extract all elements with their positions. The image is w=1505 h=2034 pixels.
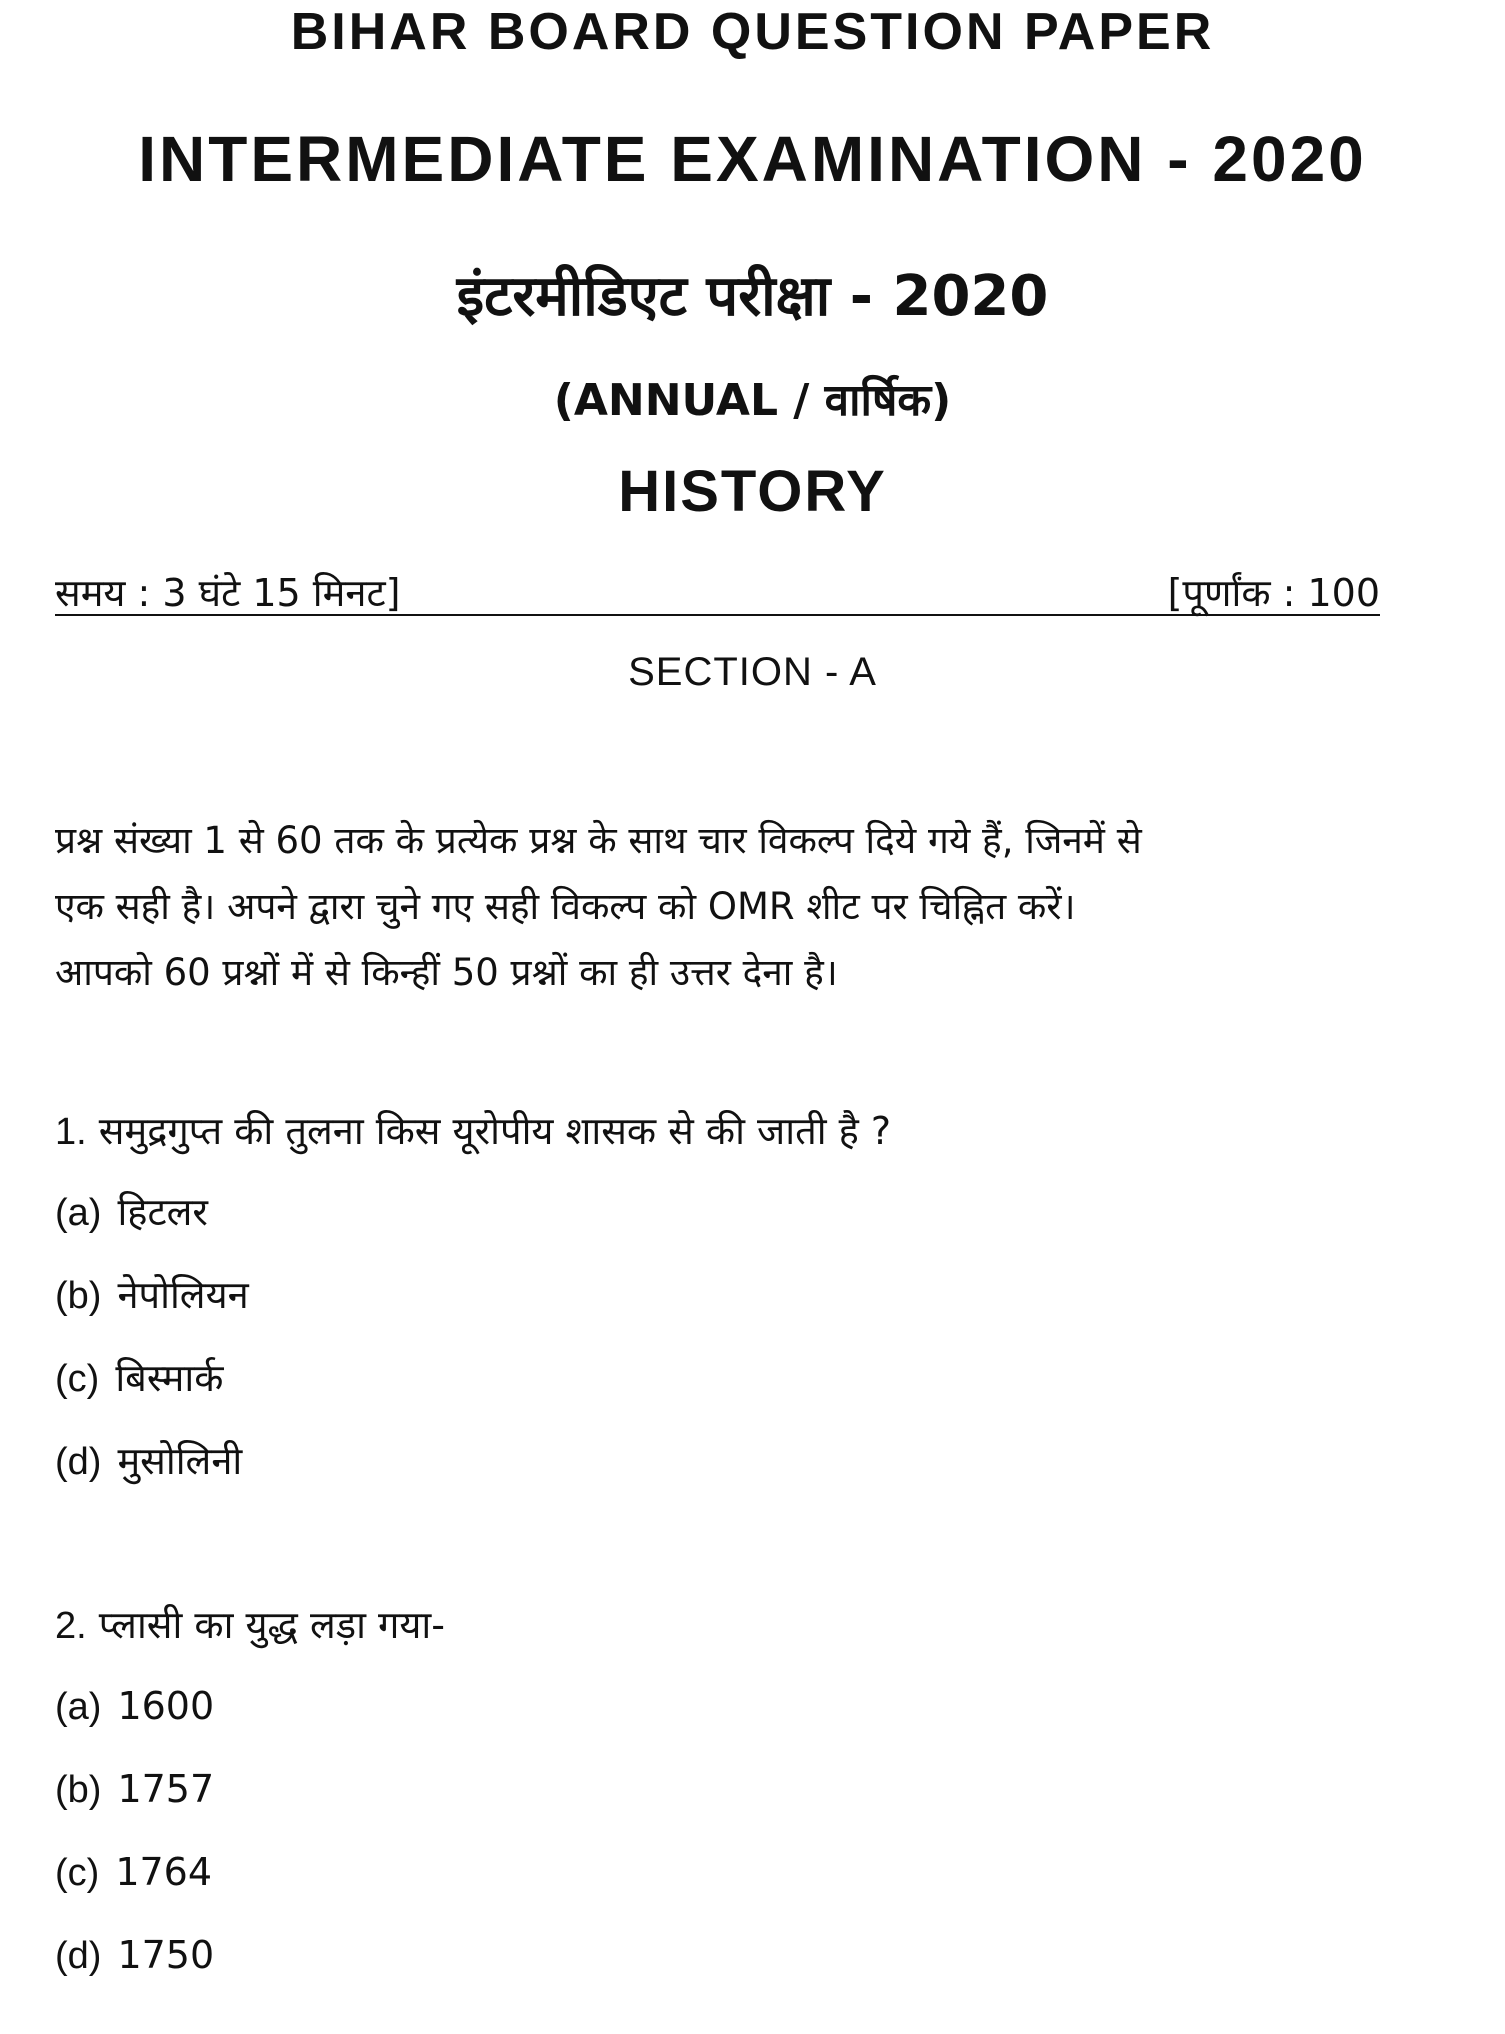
time-marks-row [55,566,1380,616]
option-text: हिटलर [117,1190,208,1234]
instructions [55,808,1435,1006]
instruction-line: एक सही है। अपने द्वारा चुने गए सही विकल्प को OMR शीट पर चिह्नित करें। [55,885,1076,928]
question-statement: प्लासी का युद्ध लड़ा गया- [98,1603,445,1647]
option-text: 1600 [117,1684,215,1728]
option-text: नेपोलियन [117,1273,249,1317]
time-allowed: समय : 3 घंटे 15 मिनट] [55,571,401,615]
instruction-line: प्रश्न संख्या 1 से 60 तक के प्रत्येक प्रश्न के साथ चार विकल्प दिये गये हैं, जिनमें से [55,819,1142,862]
option-label: (c) [55,1358,100,1400]
subject-title: HISTORY [618,459,887,524]
question-1 [55,1106,1435,1487]
option-label: (d) [55,1935,102,1977]
question-statement: समुद्रगुप्त की तुलना किस यूरोपीय शासक से की जाती है ? [98,1109,892,1153]
question-number: 1. [55,1111,87,1153]
option-a [55,1681,1435,1732]
question-2 [55,1600,1435,1981]
option-c [55,1847,1435,1898]
option-a [55,1187,1435,1238]
option-text: बिस्मार्क [115,1356,224,1400]
exam-session: (ANNUAL / वार्षिक) [553,375,952,426]
board-title: BIHAR BOARD QUESTION PAPER [290,3,1215,61]
option-label: (b) [55,1769,102,1811]
full-marks: [पूर्णांक : 100 [1167,571,1380,615]
section-label: SECTION - A [628,650,877,694]
option-text: 1764 [115,1850,213,1894]
option-b [55,1270,1435,1321]
question-text [55,1600,1435,1651]
option-label: (b) [55,1275,102,1317]
option-c [55,1353,1435,1404]
option-label: (a) [55,1192,102,1234]
option-label: (a) [55,1686,102,1728]
question-number: 2. [55,1605,87,1647]
exam-title: INTERMEDIATE EXAMINATION - 2020 [138,123,1367,195]
exam-title-hindi: इंटरमीडिएट परीक्षा - 2020 [456,264,1049,329]
option-d [55,1930,1435,1981]
option-label: (c) [55,1852,100,1894]
option-label: (d) [55,1441,102,1483]
option-b [55,1764,1435,1815]
option-text: 1757 [117,1767,215,1811]
option-d [55,1436,1435,1487]
option-text: 1750 [117,1933,215,1977]
instruction-line: आपको 60 प्रश्नों में से किन्हीं 50 प्रश्नों का ही उत्तर देना है। [55,951,838,994]
question-text [55,1106,1435,1157]
option-text: मुसोलिनी [117,1439,243,1483]
